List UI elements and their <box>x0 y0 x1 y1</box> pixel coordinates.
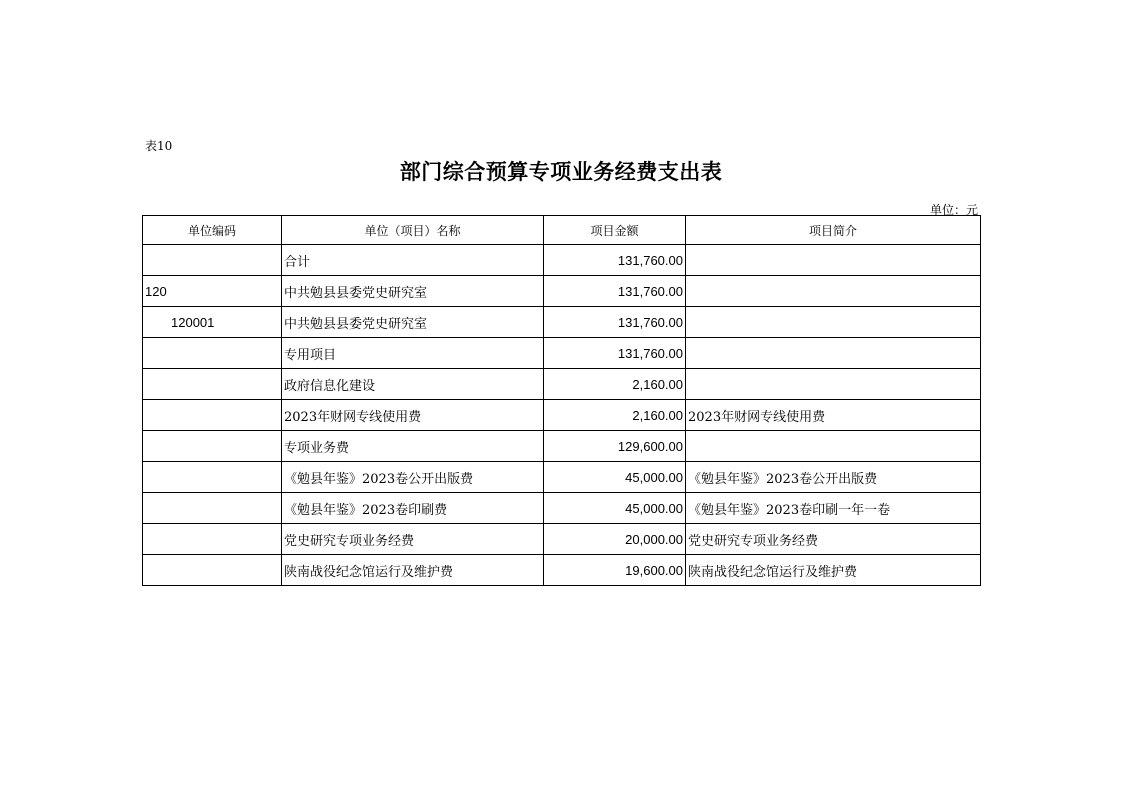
cell-name: 《勉县年鉴》2023卷印刷费 <box>282 493 544 524</box>
cell-amount: 131,760.00 <box>544 338 686 369</box>
cell-code: 120001 <box>143 307 282 338</box>
cell-desc <box>686 338 981 369</box>
table-row <box>143 555 981 586</box>
cell-desc: 陕南战役纪念馆运行及维护费 <box>686 555 981 586</box>
cell-code <box>143 462 282 493</box>
cell-name: 专项业务费 <box>282 431 544 462</box>
table-row <box>143 276 981 307</box>
cell-code <box>143 493 282 524</box>
cell-amount: 131,760.00 <box>544 276 686 307</box>
cell-name: 中共勉县县委党史研究室 <box>282 307 544 338</box>
cell-amount: 45,000.00 <box>544 493 686 524</box>
cell-name: 专用项目 <box>282 338 544 369</box>
cell-amount: 45,000.00 <box>544 462 686 493</box>
cell-desc <box>686 276 981 307</box>
table-row <box>143 462 981 493</box>
cell-desc: 《勉县年鉴》2023卷公开出版费 <box>686 462 981 493</box>
cell-desc <box>686 369 981 400</box>
table-row <box>143 431 981 462</box>
cell-name: 2023年财网专线使用费 <box>282 400 544 431</box>
cell-amount: 131,760.00 <box>544 307 686 338</box>
cell-name: 党史研究专项业务经费 <box>282 524 544 555</box>
cell-desc <box>686 431 981 462</box>
cell-name: 中共勉县县委党史研究室 <box>282 276 544 307</box>
table-row <box>143 245 981 276</box>
cell-code <box>143 369 282 400</box>
header-unit-name: 单位（项目）名称 <box>282 216 544 245</box>
cell-amount: 129,600.00 <box>544 431 686 462</box>
cell-code <box>143 431 282 462</box>
cell-desc: 《勉县年鉴》2023卷印刷一年一卷 <box>686 493 981 524</box>
cell-code: 120 <box>143 276 282 307</box>
cell-amount: 2,160.00 <box>544 369 686 400</box>
cell-amount: 20,000.00 <box>544 524 686 555</box>
cell-amount: 19,600.00 <box>544 555 686 586</box>
table-row <box>143 369 981 400</box>
table-row <box>143 338 981 369</box>
cell-desc <box>686 245 981 276</box>
header-unit-code: 单位编码 <box>143 216 282 245</box>
table-row <box>143 307 981 338</box>
page-title: 部门综合预算专项业务经费支出表 <box>399 159 723 184</box>
cell-amount: 2,160.00 <box>544 400 686 431</box>
table-row <box>143 524 981 555</box>
cell-code <box>143 400 282 431</box>
cell-name: 《勉县年鉴》2023卷公开出版费 <box>282 462 544 493</box>
cell-code <box>143 555 282 586</box>
cell-name: 合计 <box>282 245 544 276</box>
cell-desc: 党史研究专项业务经费 <box>686 524 981 555</box>
table-row <box>143 400 981 431</box>
header-amount: 项目金额 <box>544 216 686 245</box>
cell-desc <box>686 307 981 338</box>
cell-name: 政府信息化建设 <box>282 369 544 400</box>
cell-name: 陕南战役纪念馆运行及维护费 <box>282 555 544 586</box>
table-row <box>143 493 981 524</box>
table-number: 表10 <box>145 139 173 153</box>
expenditure-table <box>142 215 981 586</box>
header-description: 项目简介 <box>686 216 981 245</box>
cell-desc: 2023年财网专线使用费 <box>686 400 981 431</box>
table-header-row <box>143 216 981 245</box>
cell-code <box>143 524 282 555</box>
cell-code <box>143 338 282 369</box>
unit-label: 单位：元 <box>929 203 978 217</box>
cell-amount: 131,760.00 <box>544 245 686 276</box>
cell-code <box>143 245 282 276</box>
